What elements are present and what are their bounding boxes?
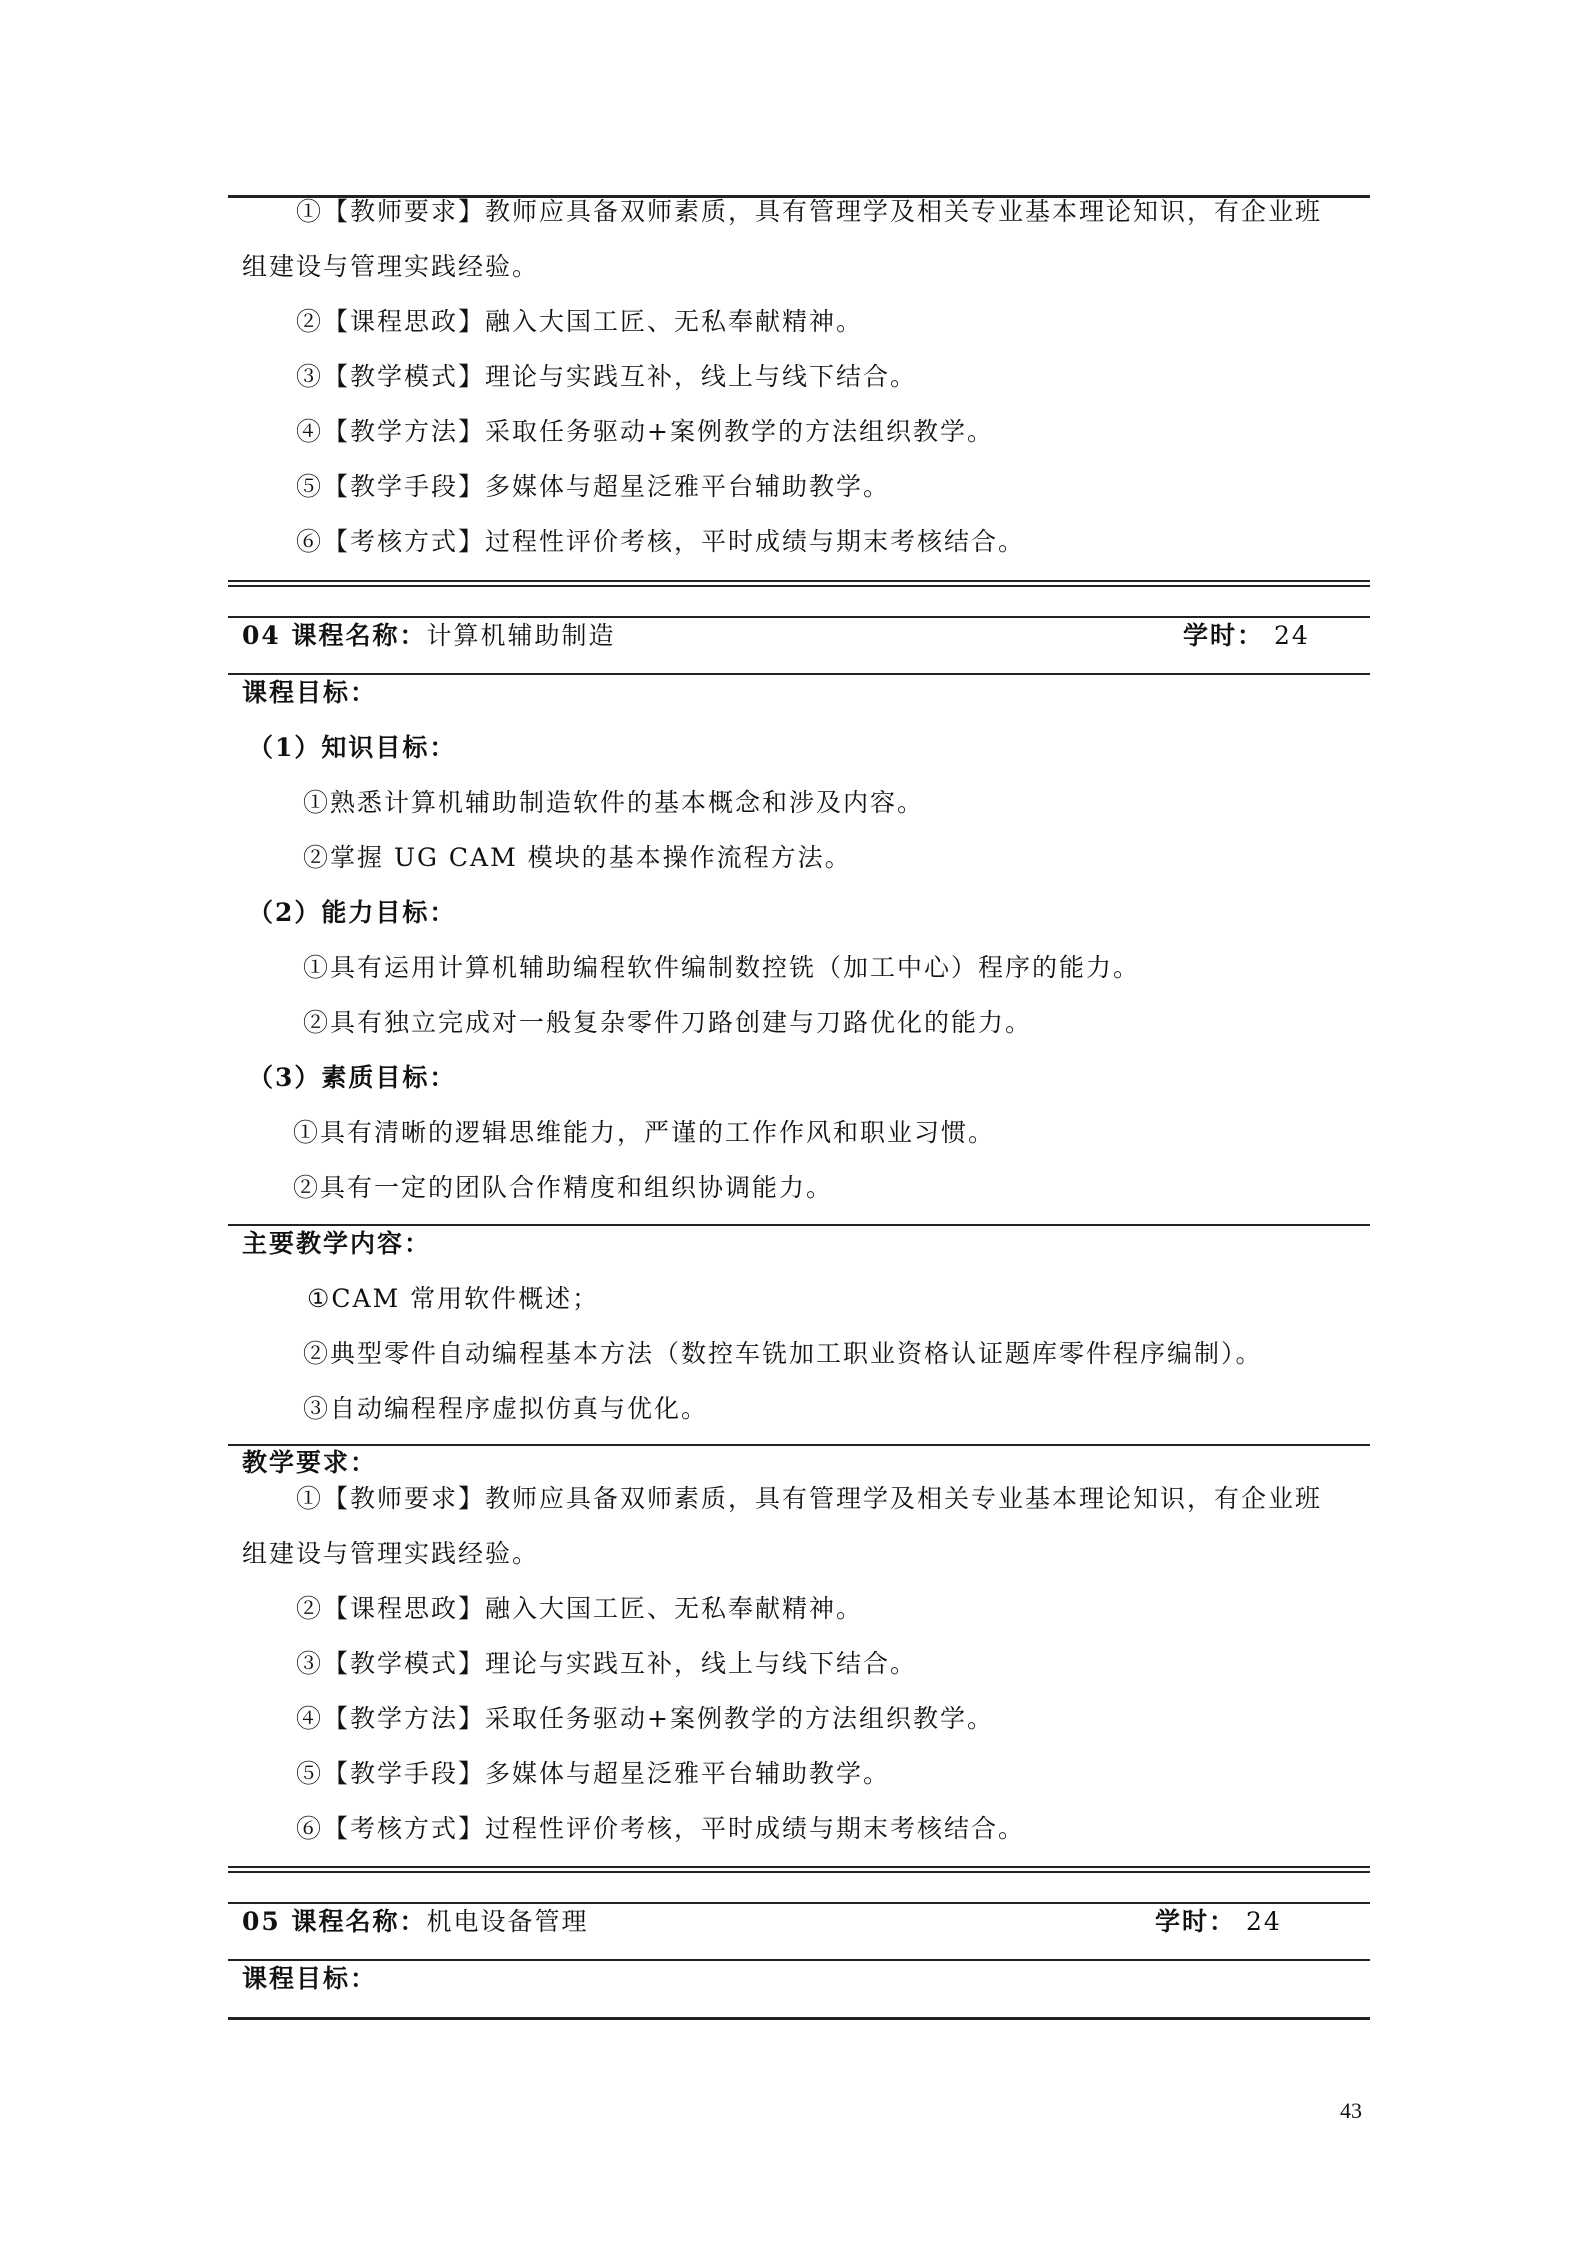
goal-line: ①具有运用计算机辅助编程软件编制数控铣（加工中心）程序的能力。 [303, 953, 1141, 982]
goal-line: ②具有一定的团队合作精度和组织协调能力。 [293, 1173, 834, 1202]
sub-heading: （2）能力目标： [248, 898, 457, 927]
table-rule [228, 2017, 1370, 2020]
goal-line: ②具有独立完成对一般复杂零件刀路创建与刀路优化的能力。 [303, 1008, 1033, 1037]
table-rule [228, 1224, 1370, 1226]
table-rule [228, 673, 1370, 675]
table-rule [228, 1866, 1370, 1873]
req-line: ④【教学方法】采取任务驱动+案例教学的方法组织教学。 [296, 1704, 994, 1733]
course-name-label: 04 课程名称： [242, 621, 427, 650]
req-line: ③【教学模式】理论与实践互补，线上与线下结合。 [296, 1649, 918, 1678]
hours-label: 学时： [1183, 621, 1265, 650]
course-title-row [242, 1906, 589, 1938]
page-number: 43 [1340, 2098, 1362, 2123]
req-line: ②【课程思政】融入大国工匠、无私奉献精神。 [296, 1594, 864, 1623]
content-line: ②典型零件自动编程基本方法（数控车铣加工职业资格认证题库零件程序编制）。 [303, 1339, 1263, 1368]
course-name: 计算机辅助制造 [426, 621, 616, 650]
section-heading: 课程目标： [242, 678, 378, 707]
goal-line: ②掌握 UG CAM 模块的基本操作流程方法。 [303, 843, 852, 872]
sub-heading: （3）素质目标： [248, 1063, 457, 1092]
course-name: 机电设备管理 [426, 1907, 589, 1936]
hours-value: 24 [1245, 1907, 1282, 1936]
hours-value: 24 [1273, 621, 1310, 650]
goal-line: ①具有清晰的逻辑思维能力，严谨的工作作风和职业习惯。 [293, 1118, 996, 1147]
section-heading: 课程目标： [242, 1964, 378, 1993]
table-rule [228, 1959, 1370, 1961]
req-line: ⑥【考核方式】过程性评价考核，平时成绩与期末考核结合。 [296, 1814, 1026, 1843]
table-rule [228, 616, 1370, 618]
course-name-label: 05 课程名称： [242, 1907, 427, 1936]
req-line: ③【教学模式】理论与实践互补，线上与线下结合。 [296, 362, 918, 391]
course-hours [1155, 1906, 1282, 1938]
req-line: ④【教学方法】采取任务驱动+案例教学的方法组织教学。 [296, 417, 994, 446]
req-line: ⑤【教学手段】多媒体与超星泛雅平台辅助教学。 [296, 1759, 891, 1788]
course-hours [1183, 620, 1310, 652]
req-line: ⑤【教学手段】多媒体与超星泛雅平台辅助教学。 [296, 472, 891, 501]
content-line: ①CAM 常用软件概述； [307, 1284, 600, 1313]
course-title-row [242, 620, 616, 652]
req-line: ②【课程思政】融入大国工匠、无私奉献精神。 [296, 307, 864, 336]
req-line: 组建设与管理实践经验。 [242, 1539, 540, 1568]
table-rule [228, 1444, 1370, 1446]
goal-line: ①熟悉计算机辅助制造软件的基本概念和涉及内容。 [303, 788, 925, 817]
req-line: ①【教师要求】教师应具备双师素质，具有管理学及相关专业基本理论知识，有企业班 [296, 197, 1323, 226]
hours-label: 学时： [1155, 1907, 1237, 1936]
req-line: 组建设与管理实践经验。 [242, 252, 540, 281]
req-line: ⑥【考核方式】过程性评价考核，平时成绩与期末考核结合。 [296, 527, 1026, 556]
table-rule [228, 1902, 1370, 1904]
section-heading: 主要教学内容： [242, 1229, 432, 1258]
req-line: ①【教师要求】教师应具备双师素质，具有管理学及相关专业基本理论知识，有企业班 [296, 1484, 1323, 1513]
section-heading: 教学要求： [242, 1448, 378, 1477]
table-rule [228, 580, 1370, 587]
content-line: ③自动编程程序虚拟仿真与优化。 [303, 1394, 709, 1423]
sub-heading: （1）知识目标： [248, 733, 457, 762]
